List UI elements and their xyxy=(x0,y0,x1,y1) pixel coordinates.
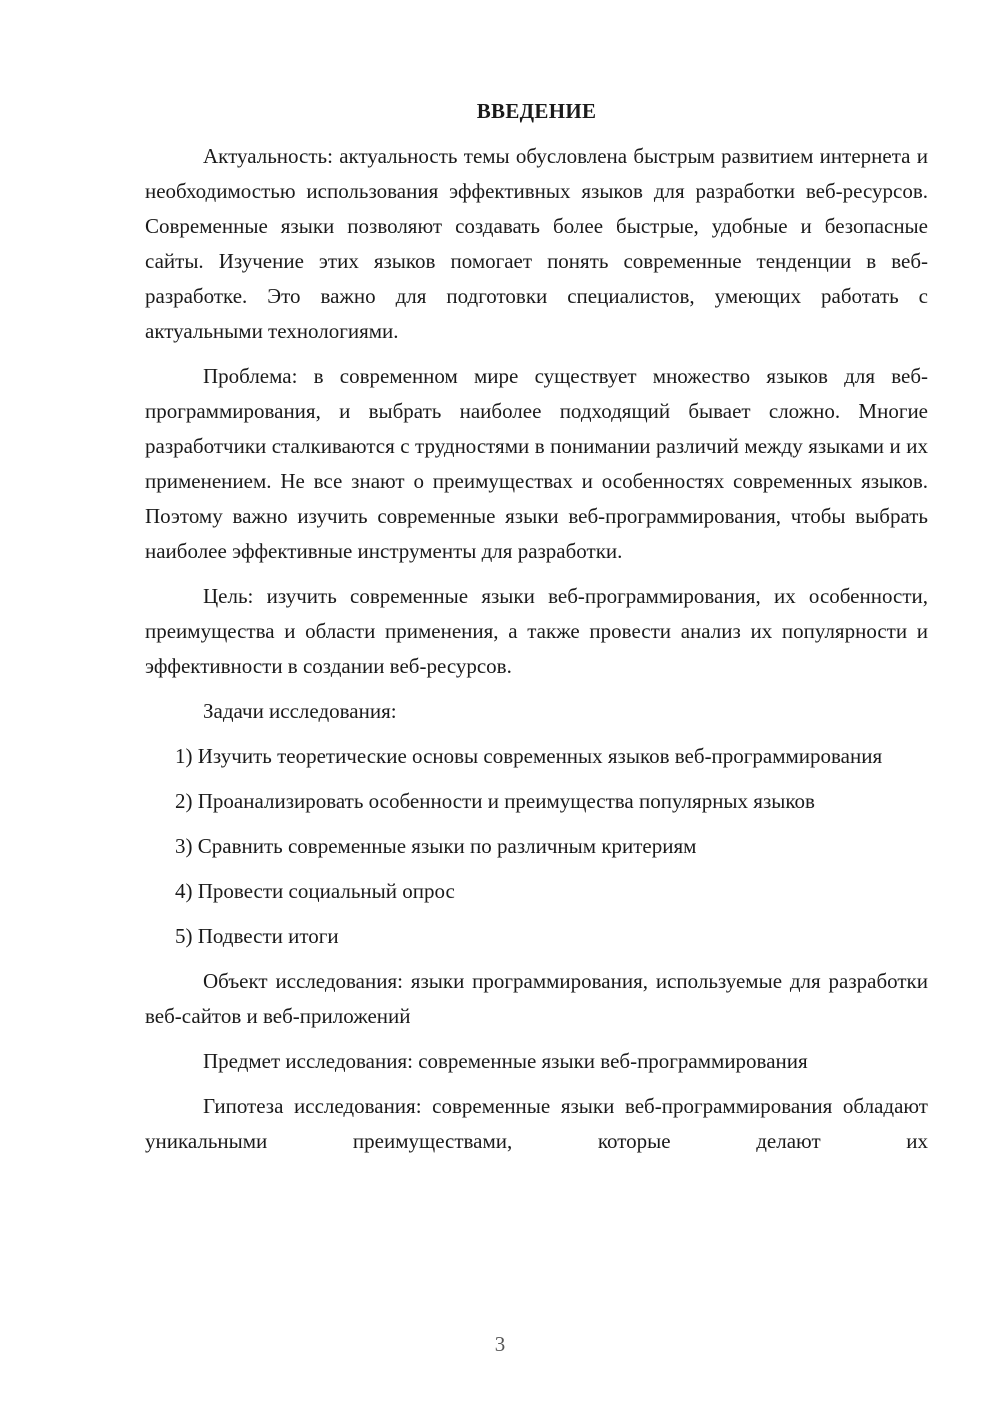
page-number: 3 xyxy=(494,1332,506,1356)
paragraph-relevance: Актуальность: актуальность темы обусловлена быстрым развитием интернета и необходимостью использования эффективных языков для разработки веб-ресурсов. Современные языки позволяют создавать более быстрые, удобные и безопасные сайты. Изучение этих языков помогает понять современные тенденции в веб-разработке. Это важно для подготовки специалистов, умеющих работать с актуальными технологиями. xyxy=(145,144,928,343)
page-content xyxy=(145,94,928,1169)
task-item: 4) Провести социальный опрос xyxy=(175,879,455,903)
paragraph-problem: Проблема: в современном мире существует множество языков для веб-программирования, и выбрать наиболее подходящий бывает сложно. Многие разработчики сталкиваются с трудностями в понимании различий между языками и их применением. Не все знают о преимуществах и особенностях современных языков. Поэтому важно изучить современные языки веб-программирования, чтобы выбрать наиболее эффективные инструменты для разработки. xyxy=(145,364,928,563)
paragraph-subject: Предмет исследования: современные языки веб-программирования xyxy=(203,1049,808,1073)
task-item: 5) Подвести итоги xyxy=(175,924,339,948)
paragraph-goal: Цель: изучить современные языки веб-программирования, их особенности, преимущества и области применения, а также провести анализ их популярности и эффективности в создании веб-ресурсов. xyxy=(145,584,928,678)
paragraph-object: Объект исследования: языки программирования, используемые для разработки веб-сайтов и веб-приложений xyxy=(145,969,928,1028)
task-item: 2) Проанализировать особенности и преимущества популярных языков xyxy=(175,789,815,813)
task-item: 3) Сравнить современные языки по различным критериям xyxy=(175,834,697,858)
section-title: ВВЕДЕНИЕ xyxy=(476,99,597,123)
task-item: 1) Изучить теоретические основы современных языков веб-программирования xyxy=(175,744,883,768)
paragraph-hypothesis: Гипотеза исследования: современные языки веб-программирования обладают уникальными преимуществами, которые делают их xyxy=(145,1094,928,1153)
tasks-heading: Задачи исследования: xyxy=(203,699,397,723)
